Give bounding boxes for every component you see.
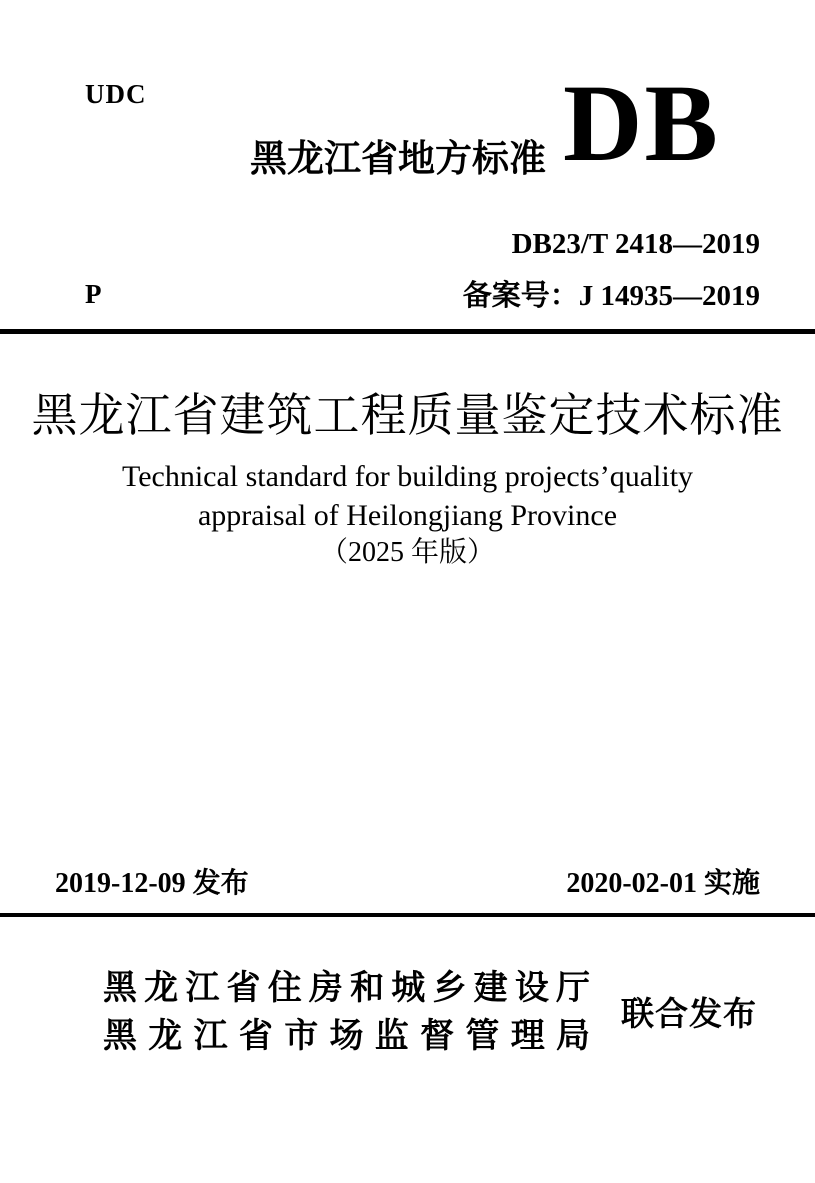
title-english-line2: appraisal of Heilongjiang Province xyxy=(197,499,618,532)
title-chinese: 黑龙江省建筑工程质量鉴定技术标准 xyxy=(31,390,784,441)
title-english-line1: Technical standard for building projects’quality xyxy=(121,460,694,493)
bottom-divider-rule xyxy=(0,913,815,917)
classification-code: P xyxy=(85,279,102,309)
joint-release-label: 联合发布 xyxy=(621,995,757,1032)
publisher-line1: 黑龙江省住房和城乡建设厅 xyxy=(103,969,590,1007)
db-logo: DB xyxy=(563,62,720,184)
publisher-line2: 黑龙江省市场监督管理局 xyxy=(103,1017,590,1055)
edition-label: （2025 年版） xyxy=(319,537,495,568)
issue-date: 2019-12-09 发布 xyxy=(55,868,249,899)
standard-type-heading: 黑龙江省地方标准 xyxy=(250,138,546,179)
top-divider-rule xyxy=(0,329,815,334)
dates-row xyxy=(55,868,760,900)
implement-date: 2020-02-01 实施 xyxy=(566,868,760,899)
standard-number: DB23/T 2418—2019 xyxy=(511,228,760,260)
record-number: 备案号：J 14935—2019 xyxy=(462,280,760,312)
udc-label: UDC xyxy=(85,79,147,109)
